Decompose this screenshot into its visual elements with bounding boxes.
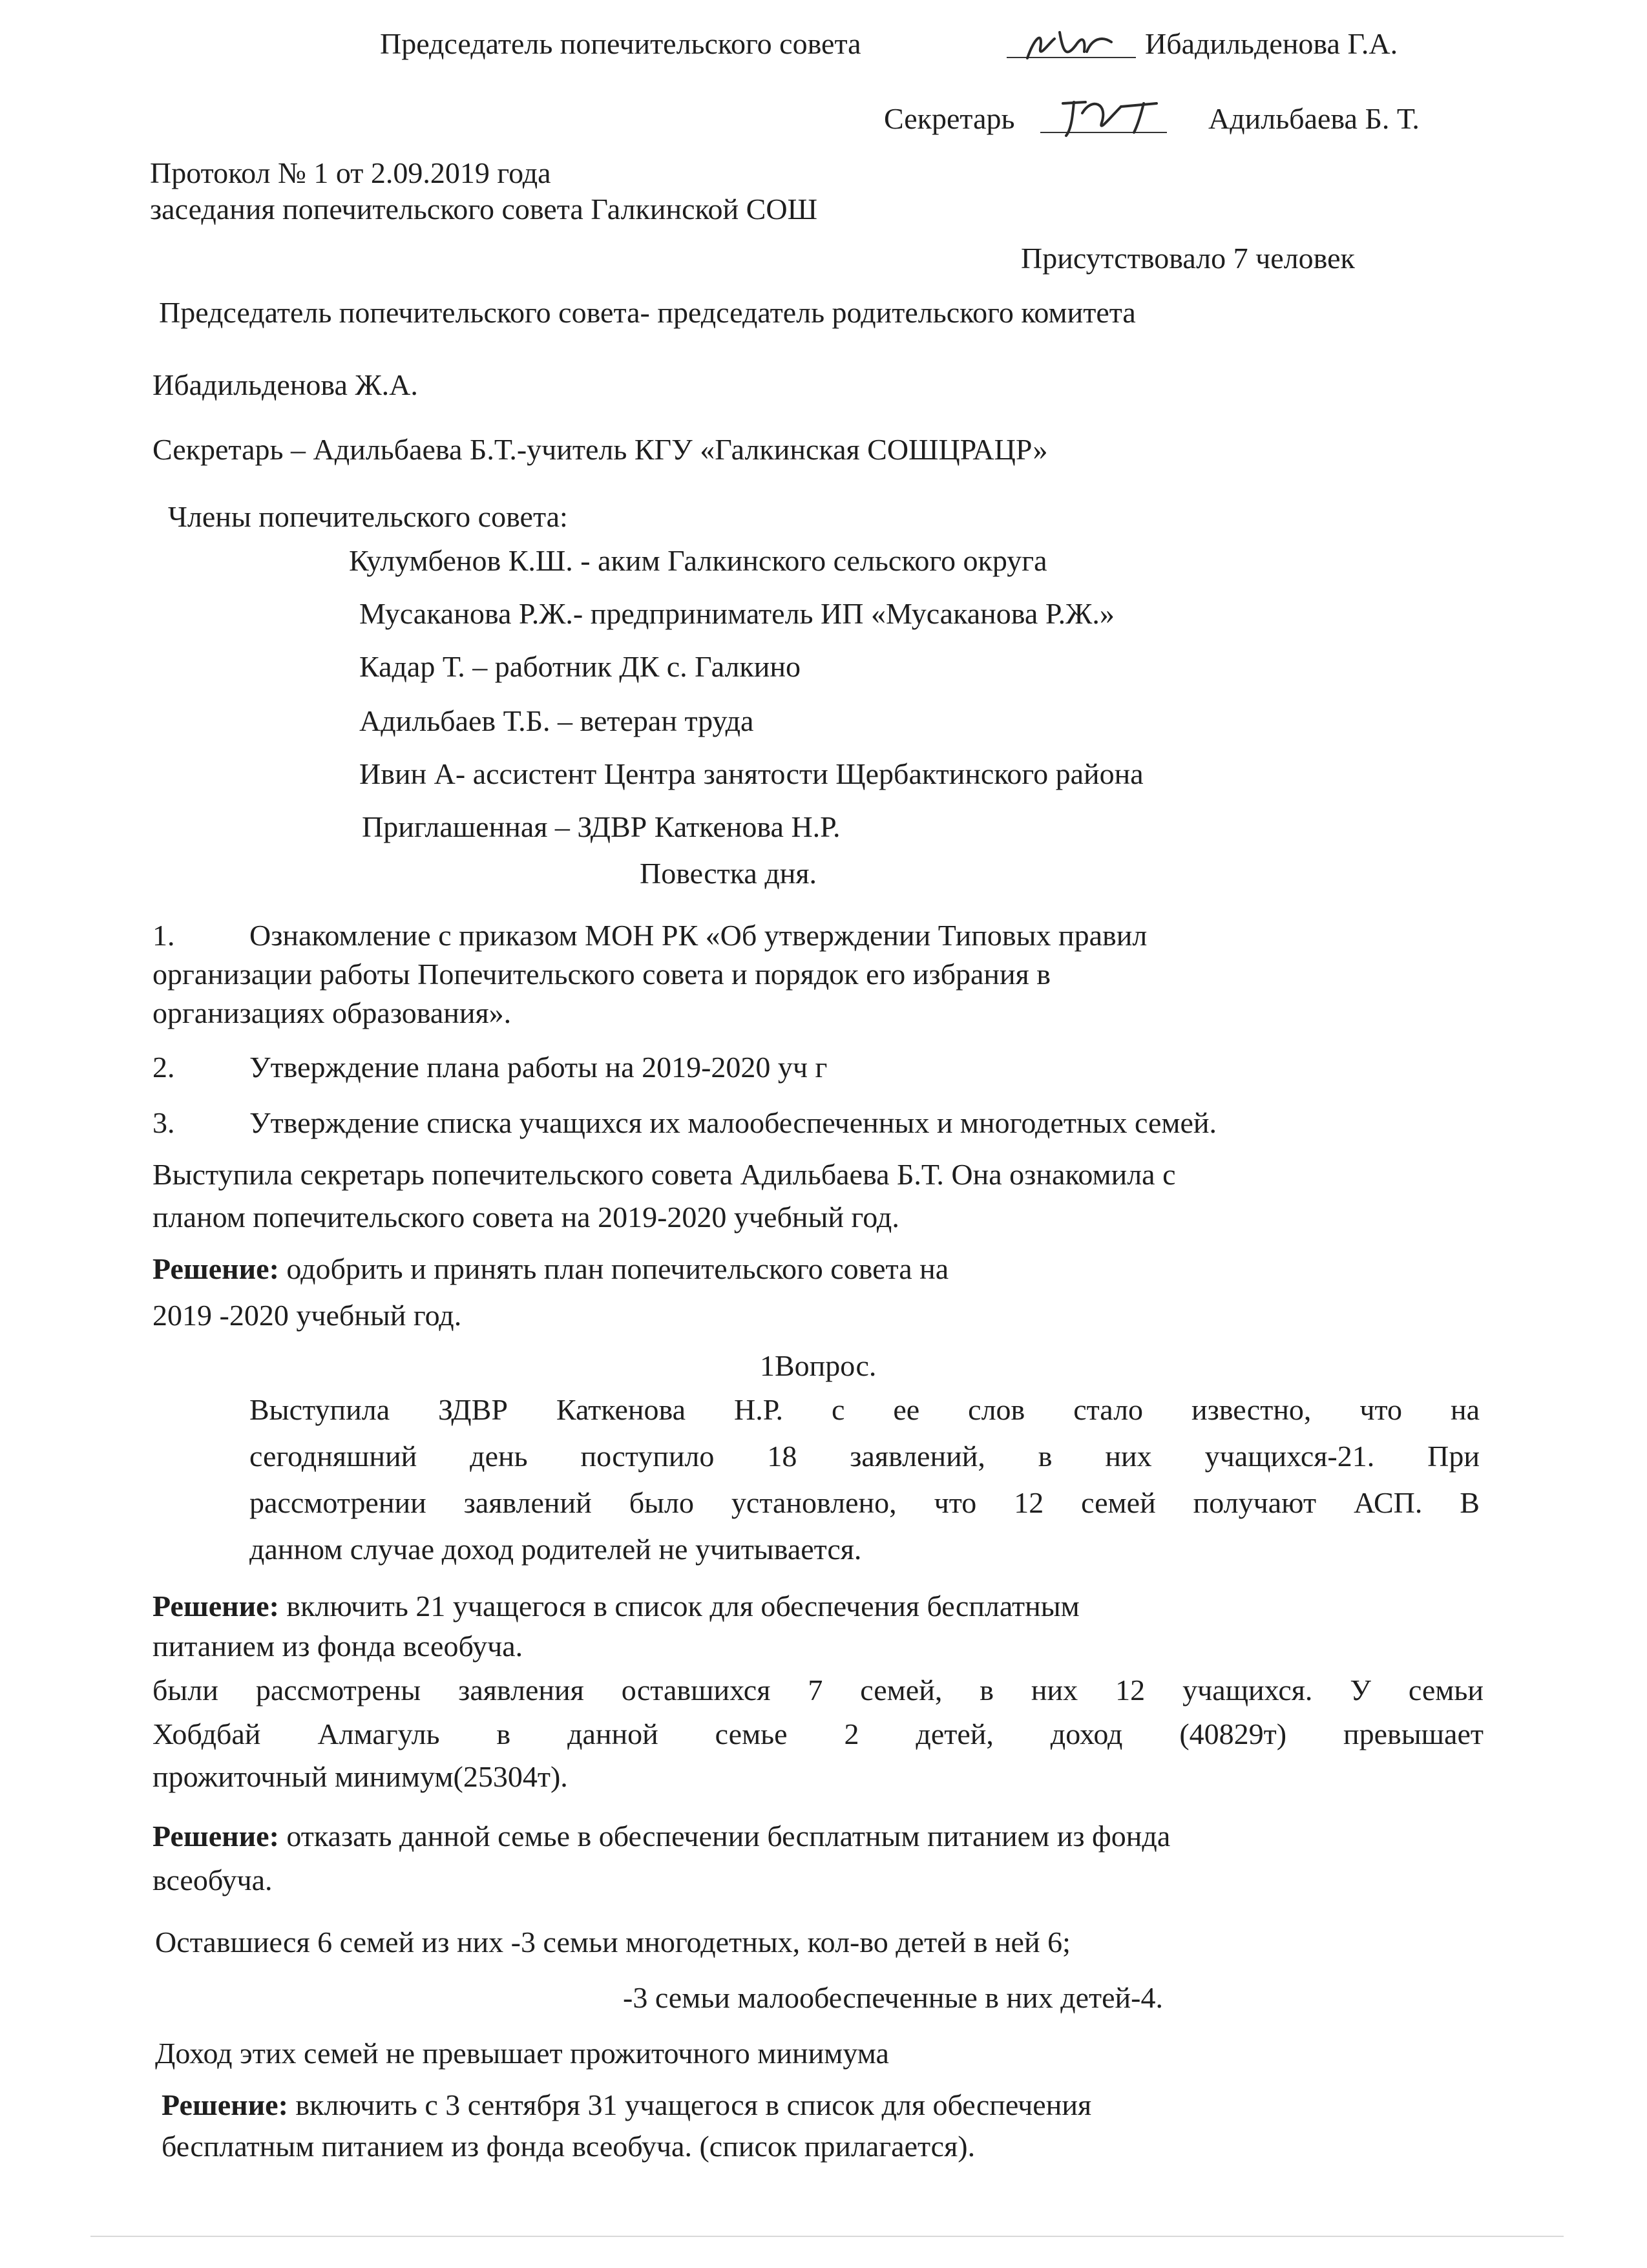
question-text: данном случае доход родителей не учитывается. (249, 1533, 862, 1566)
body-paragraph: прожиточный минимум(25304т). (152, 1760, 568, 1793)
decision-text: бесплатным питанием из фонда всеобуча. (список прилагается). (162, 2130, 976, 2163)
member-item: Кулумбенов К.Ш. - аким Галкинского сельского округа (349, 544, 1047, 577)
question-title: 1Вопрос. (760, 1349, 877, 1382)
chairman-person: Ибадильденова Ж.А. (152, 368, 418, 401)
decision-text: 2019 -2020 учебный год. (152, 1299, 462, 1332)
chairman-signature-icon (1014, 13, 1144, 78)
member-item: Адильбаев Т.Б. – ветеран труда (359, 704, 754, 737)
decision-label: Решение: (162, 2088, 288, 2121)
body-paragraph: планом попечительского совета на 2019-2020 учебный год. (152, 1201, 899, 1234)
decision-label: Решение: (152, 1252, 279, 1285)
question-text: Выступила ЗДВР Каткенова Н.Р. с ее слов стало известно, что на (249, 1393, 1480, 1426)
agenda-item-text: Ознакомление с приказом МОН РК «Об утверждении Типовых правил (249, 919, 1148, 952)
member-item: Приглашенная – ЗДВР Каткенова Н.Р. (362, 810, 841, 843)
question-text: рассмотрении заявлений было установлено, что 12 семей получают АСП. В (249, 1486, 1480, 1519)
secretary-signature-name: Адильбаева Б. Т. (1208, 102, 1420, 135)
decision-text: отказать данной семье в обеспечении бесплатным питанием из фонда (286, 1820, 1171, 1853)
page-bottom-rule (90, 2236, 1564, 2237)
secretary-signature-label: Секретарь (884, 102, 1015, 135)
decision-text: одобрить и принять план попечительского совета на (286, 1252, 949, 1285)
member-item: Мусаканова Р.Ж.- предприниматель ИП «Мусаканова Р.Ж.» (359, 597, 1115, 630)
body-paragraph: были рассмотрены заявления оставшихся 7 семей, в них 12 учащихся. У семьи (152, 1674, 1484, 1706)
body-paragraph: Выступила секретарь попечительского совета Адильбаева Б.Т. Она ознакомила с (152, 1158, 1176, 1191)
chairman-signature-label: Председатель попечительского совета (380, 27, 861, 60)
agenda-item-number: 1. (152, 919, 175, 952)
attendance-note: Присутствовало 7 человек (1021, 242, 1355, 275)
question-text: сегодняшний день поступило 18 заявлений, в них учащихся-21. При (249, 1440, 1480, 1473)
body-paragraph: Доход этих семей не превышает прожиточного минимума (155, 2037, 889, 2070)
decision-label: Решение: (152, 1590, 279, 1622)
body-paragraph: Хобдбай Алмагуль в данной семье 2 детей, доход (40829т) превышает (152, 1717, 1484, 1750)
decision-block (152, 1818, 1170, 1854)
agenda-title: Повестка дня. (640, 857, 817, 890)
agenda-item-number: 3. (152, 1106, 175, 1139)
protocol-subtitle: заседания попечительского совета Галкинской СОШ (150, 193, 817, 226)
members-heading: Члены попечительского совета: (168, 500, 568, 533)
decision-label: Решение: (152, 1820, 279, 1853)
secretary-role-line: Секретарь – Адильбаева Б.Т.-учитель КГУ «Галкинская СОШЦРАЦР» (152, 433, 1048, 466)
body-paragraph: -3 семьи малообеспеченные в них детей-4. (623, 1981, 1163, 2014)
decision-text: всеобуча. (152, 1864, 273, 1896)
decision-block (152, 1251, 949, 1287)
decision-block (152, 1588, 1080, 1624)
decision-block (162, 2087, 1091, 2123)
agenda-item-text: Утверждение списка учащихся их малообеспеченных и многодетных семей. (249, 1106, 1217, 1139)
decision-text: включить 21 учащегося в список для обеспечения бесплатным (286, 1590, 1080, 1622)
decision-text: включить с 3 сентября 31 учащегося в список для обеспечения (295, 2088, 1092, 2121)
agenda-item-text: организации работы Попечительского совета и порядок его избрания в (152, 958, 1051, 991)
agenda-item-text: Утверждение плана работы на 2019-2020 уч г (249, 1051, 828, 1084)
agenda-item-text: организациях образования». (152, 996, 512, 1029)
protocol-title: Протокол № 1 от 2.09.2019 года (150, 156, 551, 189)
chairman-signature-name: Ибадильденова Г.А. (1145, 27, 1398, 60)
agenda-item-number: 2. (152, 1051, 175, 1084)
member-item: Ивин А- ассистент Центра занятости Щербактинского района (359, 757, 1144, 790)
chairman-role-line: Председатель попечительского совета- председатель родительского комитета (159, 296, 1136, 329)
decision-text: питанием из фонда всеобуча. (152, 1630, 523, 1663)
member-item: Кадар Т. – работник ДК с. Галкино (359, 650, 801, 683)
secretary-signature-icon (1047, 78, 1176, 142)
body-paragraph: Оставшиеся 6 семей из них -3 семьи многодетных, кол-во детей в ней 6; (155, 1926, 1071, 1958)
